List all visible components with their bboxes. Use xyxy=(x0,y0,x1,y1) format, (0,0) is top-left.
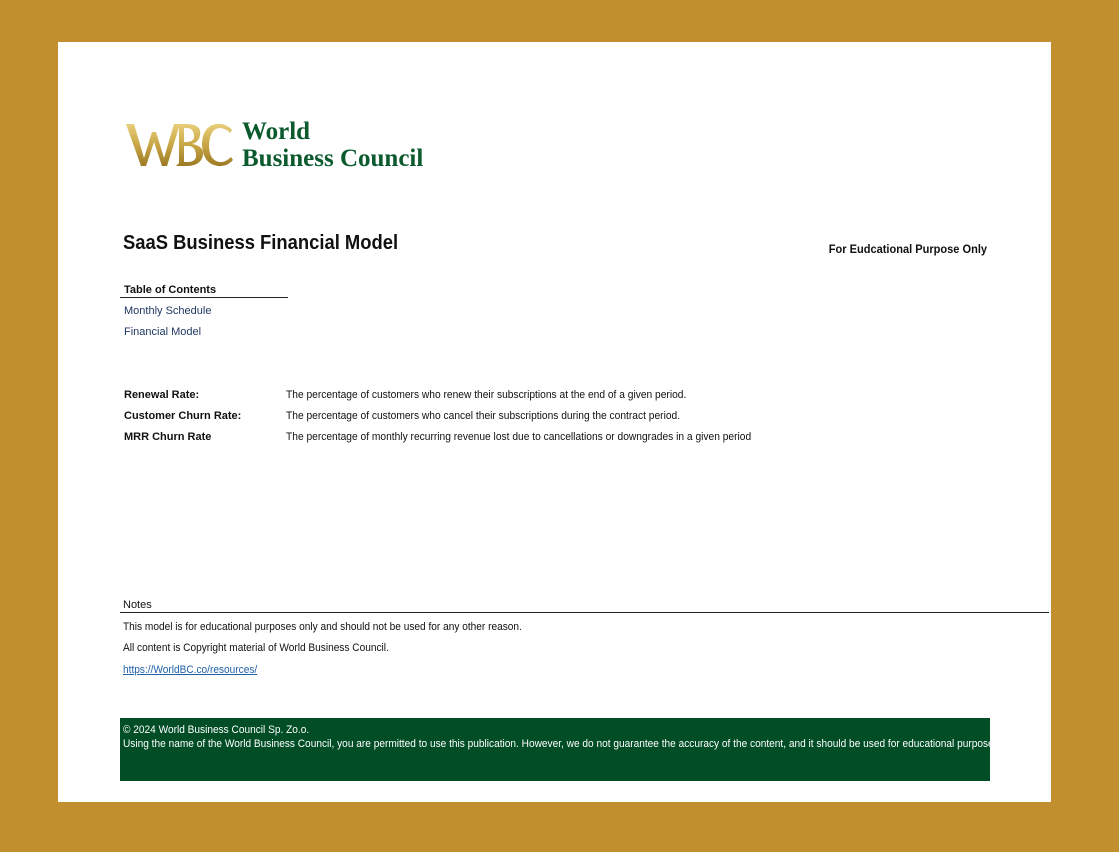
definition-term: Renewal Rate: xyxy=(124,389,200,401)
disclaimer-label: For Eudcational Purpose Only xyxy=(828,242,987,256)
document-page xyxy=(58,42,1051,802)
notes-heading: Notes xyxy=(120,599,1049,613)
definition-description: The percentage of customers who renew their subscriptions at the end of a given period. xyxy=(286,389,687,401)
logo-wordmark xyxy=(242,118,423,172)
footer-statement: Using the name of the World Business Council, you are permitted to use this publication. However, we do not guarantee the accuracy of the content, and it should be used for educational purposes only. xyxy=(123,738,1023,750)
toc-link-financial-model[interactable]: Financial Model xyxy=(124,326,202,338)
wbc-monogram-icon xyxy=(124,118,236,168)
toc-link-monthly-schedule[interactable]: Monthly Schedule xyxy=(124,305,212,317)
note-line: All content is Copyright material of World Business Council. xyxy=(123,642,389,654)
page-title: SaaS Business Financial Model xyxy=(123,232,399,254)
definition-description: The percentage of customers who cancel their subscriptions during the contract period. xyxy=(286,410,681,422)
note-line: This model is for educational purposes only and should not be used for any other reason. xyxy=(123,621,522,633)
note-link-row xyxy=(123,664,257,676)
definition-term: Customer Churn Rate: xyxy=(124,410,242,422)
footer-copyright: © 2024 World Business Council Sp. Zo.o. xyxy=(123,724,310,736)
wbc-logo xyxy=(124,118,444,174)
logo-line-2: Business Council xyxy=(242,145,424,172)
toc-heading: Table of Contents xyxy=(120,284,288,298)
resources-link[interactable]: https://WorldBC.co/resources/ xyxy=(123,664,258,676)
definition-term: MRR Churn Rate xyxy=(124,431,212,443)
logo-line-1: World xyxy=(242,118,311,145)
footer-banner xyxy=(120,718,1023,781)
definition-description: The percentage of monthly recurring revenue lost due to cancellations or downgrades in a given period xyxy=(286,431,752,443)
